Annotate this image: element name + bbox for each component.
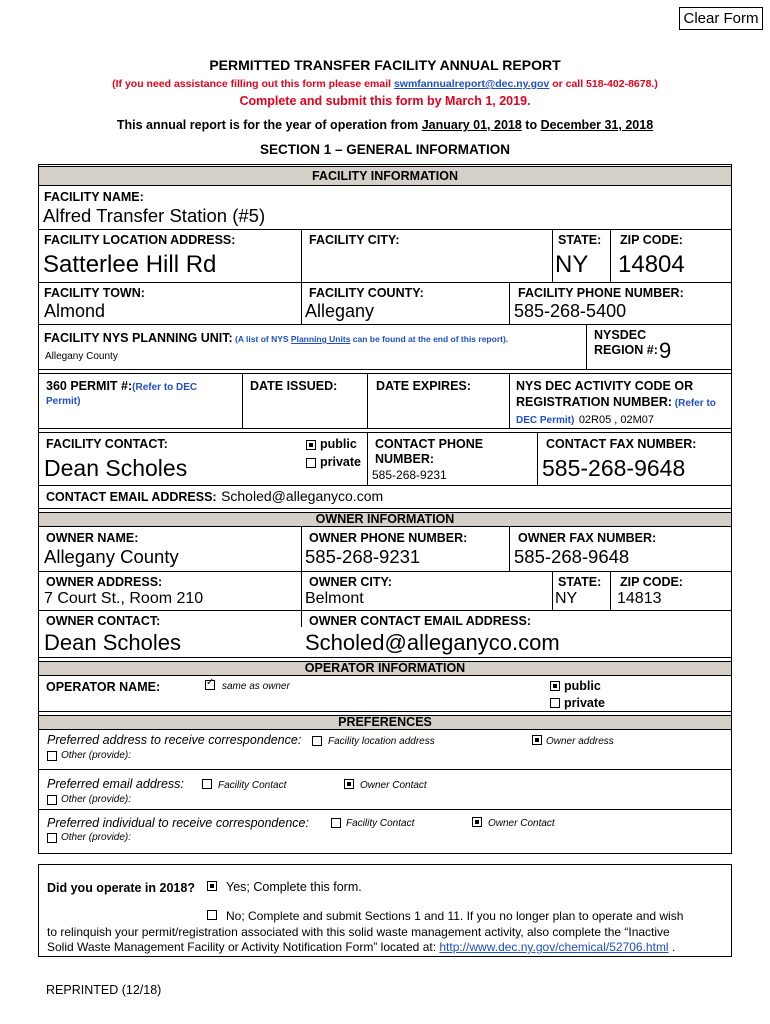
pref-email-facility-label: Facility Contact (218, 780, 287, 791)
facility-city-field[interactable] (305, 250, 550, 280)
pref-email-owner-label: Owner Contact (360, 780, 427, 791)
planning-unit-field[interactable]: Allegany County (45, 351, 118, 362)
facility-state-label: STATE: (558, 233, 602, 247)
owner-state-label: STATE: (558, 575, 602, 589)
owner-city-label: OWNER CITY: (309, 575, 393, 589)
pref-email-owner-checkbox[interactable] (344, 779, 354, 789)
pref-individual-question: Preferred individual to receive correspondence: (47, 816, 309, 830)
planning-units-link[interactable]: Planning Units (290, 334, 351, 344)
operator-private-checkbox[interactable] (550, 698, 560, 708)
facility-zip-label: ZIP CODE: (620, 233, 683, 247)
owner-info-heading: OWNER INFORMATION (38, 512, 732, 527)
report-title: PERMITTED TRANSFER FACILITY ANNUAL REPORT (209, 57, 561, 73)
owner-zip-label: ZIP CODE: (620, 575, 683, 589)
owner-phone-field[interactable]: 585-268-9231 (305, 546, 421, 567)
facility-info-heading: FACILITY INFORMATION (38, 166, 732, 186)
activity-code-label: NYS DEC ACTIVITY CODE OR REGISTRATION NUMBER: (Refer to DEC Permit) 02R05 , 02M07 (516, 379, 716, 426)
operator-public-checkbox[interactable] (550, 681, 560, 691)
contact-email-row: CONTACT EMAIL ADDRESS: Scholed@alleganyco.com (46, 488, 384, 504)
facility-county-label: FACILITY COUNTY: (309, 286, 424, 300)
facility-phone-field[interactable]: 585-268-5400 (514, 301, 627, 321)
reprinted-footer: REPRINTED (12/18) (46, 983, 162, 997)
owner-address-label: OWNER ADDRESS: (46, 575, 163, 589)
owner-phone-label: OWNER PHONE NUMBER: (309, 531, 468, 545)
pref-individual-owner-checkbox[interactable] (472, 817, 482, 827)
pref-individual-other-checkbox[interactable] (47, 833, 57, 843)
owner-fax-label: OWNER FAX NUMBER: (518, 531, 657, 545)
facility-name-field[interactable]: Alfred Transfer Station (#5) (43, 205, 266, 226)
facility-town-label: FACILITY TOWN: (44, 286, 145, 300)
activity-code-field[interactable]: 02R05 , 02M07 (578, 414, 655, 426)
preferences-heading: PREFERENCES (38, 715, 732, 730)
owner-name-label: OWNER NAME: (46, 531, 139, 545)
owner-email-label: OWNER CONTACT EMAIL ADDRESS: (309, 614, 531, 628)
operator-name-label: OPERATOR NAME: (46, 680, 161, 694)
facility-name-label: FACILITY NAME: (44, 190, 144, 204)
operator-private-label: private (564, 696, 605, 710)
owner-name-field[interactable]: Allegany County (44, 546, 179, 567)
contact-phone-field[interactable]: 585-268-9231 (372, 468, 447, 482)
deadline-note: Complete and submit this form by March 1, 2019. (239, 94, 531, 108)
pref-address-owner-checkbox[interactable] (532, 735, 542, 745)
pref-email-question: Preferred email address: (47, 777, 184, 791)
pref-address-other-label: Other (provide): (61, 750, 132, 761)
operate-question: Did you operate in 2018? (47, 881, 195, 895)
clear-form-button[interactable]: Clear Form (679, 7, 763, 30)
planning-unit-label: FACILITY NYS PLANNING UNIT: (A list of NYS Planning Units can be found at the end of this report). (44, 331, 509, 345)
contact-fax-label: CONTACT FAX NUMBER: (546, 437, 697, 451)
region-label: NYSDEC REGION #: (594, 328, 658, 357)
pref-address-question: Preferred address to receive correspondence: (47, 733, 302, 747)
operator-info-heading: OPERATOR INFORMATION (38, 661, 732, 676)
facility-contact-private-checkbox[interactable] (306, 458, 316, 468)
facility-contact-private-label: private (320, 455, 361, 469)
facility-zip-field[interactable]: 14804 (618, 251, 685, 278)
facility-address-field[interactable]: Satterlee Hill Rd (43, 251, 217, 278)
same-as-owner-checkbox[interactable] (205, 680, 215, 690)
owner-contact-field[interactable]: Dean Scholes (44, 630, 181, 655)
pref-address-facility-checkbox[interactable] (312, 736, 322, 746)
owner-contact-label: OWNER CONTACT: (46, 614, 161, 628)
pref-individual-facility-checkbox[interactable] (331, 818, 341, 828)
owner-email-field[interactable]: Scholed@alleganyco.com (305, 630, 560, 655)
owner-city-field[interactable]: Belmont (305, 590, 364, 607)
facility-state-field[interactable]: NY (555, 251, 589, 278)
assistance-note: (If you need assistance filling out this form please email swmfannualreport@dec.ny.gov or call 518-402-8678.) (112, 78, 658, 90)
pref-individual-facility-label: Facility Contact (346, 818, 415, 829)
facility-address-label: FACILITY LOCATION ADDRESS: (44, 233, 236, 247)
operate-yes-label: Yes; Complete this form. (226, 880, 362, 894)
assistance-email-link[interactable]: swmfannualreport@dec.ny.gov (393, 78, 550, 90)
date-expires-label: DATE EXPIRES: (376, 379, 471, 393)
owner-fax-field[interactable]: 585-268-9648 (514, 546, 630, 567)
section-heading: SECTION 1 – GENERAL INFORMATION (259, 142, 511, 157)
same-as-owner-label: same as owner (222, 681, 290, 692)
report-year-line: This annual report is for the year of operation from January 01, 2018 to December 31, 2018 (116, 118, 654, 132)
pref-address-owner-label: Owner address (546, 736, 614, 747)
pref-individual-other-label: Other (provide): (61, 832, 132, 843)
facility-contact-public-label: public (320, 437, 357, 451)
contact-phone-label: CONTACT PHONE NUMBER: (375, 437, 484, 466)
pref-email-other-checkbox[interactable] (47, 795, 57, 805)
contact-email-field[interactable]: Scholed@alleganyco.com (221, 488, 384, 504)
operator-public-label: public (564, 679, 601, 693)
facility-phone-label: FACILITY PHONE NUMBER: (518, 286, 684, 300)
facility-contact-field[interactable]: Dean Scholes (44, 455, 188, 481)
facility-county-field[interactable]: Allegany (305, 301, 375, 321)
facility-contact-label: FACILITY CONTACT: (46, 437, 168, 451)
inactive-form-link[interactable]: http://www.dec.ny.gov/chemical/52706.html (439, 940, 669, 954)
operate-no-text: No; Complete and submit Sections 1 and 11. If you no longer plan to operate and wish to relinquish your permit/registration associated with this solid waste management activity, also complete the “Inactive Solid Waste Management Facility or Activity Notification Form” located at: http://www.dec.ny.gov/chemical/52706.html . (47, 909, 684, 954)
facility-town-field[interactable]: Almond (44, 301, 106, 321)
owner-address-field[interactable]: 7 Court St., Room 210 (44, 590, 204, 607)
pref-address-facility-label: Facility location address (328, 736, 435, 747)
owner-state-field[interactable]: NY (555, 590, 578, 607)
owner-zip-field[interactable]: 14813 (617, 590, 662, 607)
pref-email-facility-checkbox[interactable] (202, 779, 212, 789)
pref-address-other-checkbox[interactable] (47, 751, 57, 761)
region-field[interactable]: 9 (659, 338, 672, 363)
pref-individual-owner-label: Owner Contact (488, 818, 555, 829)
contact-fax-field[interactable]: 585-268-9648 (542, 455, 686, 481)
date-issued-label: DATE ISSUED: (250, 379, 338, 393)
facility-contact-public-checkbox[interactable] (306, 440, 316, 450)
pref-email-other-label: Other (provide): (61, 794, 132, 805)
operate-yes-checkbox[interactable] (207, 881, 217, 891)
facility-city-label: FACILITY CITY: (309, 233, 400, 247)
permit-label: 360 PERMIT #:(Refer to DEC Permit) (46, 379, 198, 407)
